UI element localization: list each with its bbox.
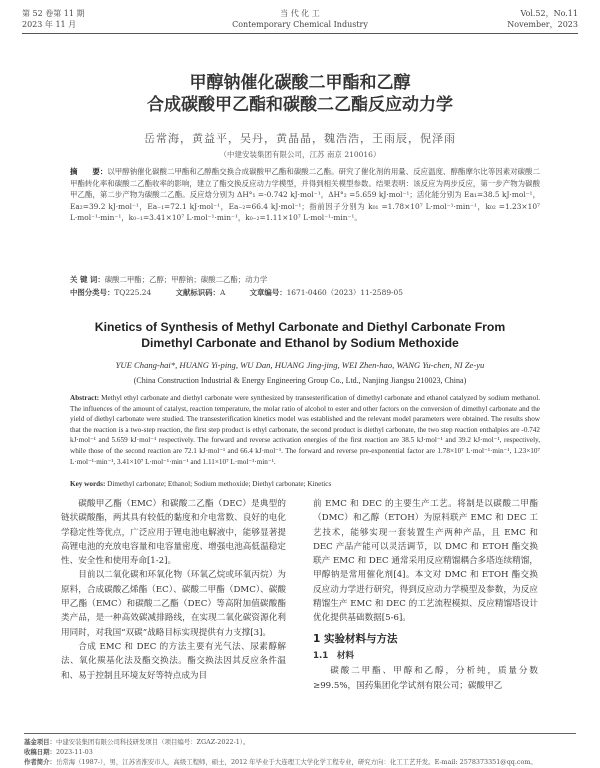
issue-date: 2023 年 11 月 [22,20,77,29]
keywords-zh [70,274,540,285]
abstract-en [70,393,540,467]
doc-value: A [219,288,226,297]
bio-label: 作者简介： [24,758,56,766]
abstract-en-text: Methyl ethyl carbonate and diethyl carbonate were synthesized by transesterification of dimethyl carbonate and ethanol catalyzed by sodium methanol. The influences of the amount of catalyst, reaction temperature, the molar ratio of alcohol to ester and other factors on the conversion of dimethyl carbonate and the yield of diethyl carbonate were studied. The transesterification kinetics model was established and the relevant model parameters were obtained. The results show that the reaction is a two-step reaction, the first step product is ethyl carbonate, the second product is diethyl carbonate, the two step reaction enthalpies are -0.742 kJ·mol⁻¹ and 5.659 kJ·mol⁻¹ respectively. The forward and reverse activation energies of the first reaction are 38.5 kJ·mol⁻¹ and 39.2 kJ·mol⁻¹, respectively, while those of the second reaction are 72.1 kJ·mol⁻¹ and 66.4 kJ·mol⁻¹. The forward and reverse pre-exponential factor are 1.78×10⁷ L·mol⁻¹·min⁻¹, 1.23×10⁷ L·mol⁻¹·min⁻¹, 3.41×10⁷ L·mol⁻¹·min⁻¹ and 1.11×10⁷ L·mol⁻¹·min⁻¹. [70,394,540,466]
affiliation-en: (China Construction Industrial & Energy Engineering Group Co., Ltd., Nanjing Jiangsu 210023, China) [133,376,467,385]
keywords-en-text: Dimethyl carbonate; Ethanol; Sodium methoxide; Diethyl carbonate; Kinetics [105,480,332,488]
header-right [507,8,578,30]
clc-number [70,288,151,297]
title-en-line1: Kinetics of Synthesis of Methyl Carbonate and Diethyl Carbonate From [94,320,506,334]
running-header [22,6,578,34]
volume-issue: 第 52 卷第 11 期 [22,9,85,18]
received-date [24,747,576,757]
section-heading: 1 实验材料与方法 [313,632,398,645]
title-zh [0,72,600,116]
abstract-en-label: Abstract: [70,394,100,402]
abstract-zh-text: 以甲醇钠催化碳酸二甲酯和乙醇酯交换合成碳酸甲乙酯和碳酸二乙酯。研究了催化剂的用量、反应温度、醇酯摩尔比等因素对碳酸二甲酯转化率和碳酸二乙酯收率的影响，建立了酯交换反应动力学模型，并得到相关模型参数。结果表明：该反应为两步反应，第一步产物为碳酸甲乙酯，第二步产物为碳酸二乙酯。反应焓分别为 ΔH°₁ =-0.742 kJ·mol⁻¹，ΔH°₂ =5.659 kJ·mol⁻¹；活化能分别为 Ea₁=38.5 kJ·mol⁻¹，Ea₂=39.2 kJ·mol⁻¹，Ea₋₁=72.1 kJ·mol⁻¹，Ea₋₂=66.4 kJ·mol⁻¹；指前因子分别为 k₀₁ =1.78×10⁷ L·mol⁻¹·min⁻¹，k₀₂ =1.23×10⁷ L·mol⁻¹·min⁻¹，k₀₋₁=3.41×10⁷ L·mol⁻¹·min⁻¹，k₀₋₂=1.11×10⁷ L·mol⁻¹·min⁻¹。 [70,167,540,223]
journal-name-zh: 当 代 化 工 [280,9,320,18]
keywords-zh-label: 关 键 词： [70,275,105,284]
keywords-en [70,479,540,490]
issue-date-en: November，2023 [507,20,578,29]
body-column-left [61,497,286,683]
subsection-heading: 1.1 材料 [313,650,355,661]
affiliation-zh: （中建安装集团有限公司，江苏 南京 210016） [219,150,381,159]
received-text: 2023-11-03 [55,748,93,756]
title-zh-line1: 甲醇钠催化碳酸二甲酯和乙醇 [189,73,411,93]
abstract-zh [70,166,540,224]
keywords-zh-text: 碳酸二甲酯；乙醇；甲醇钠；碳酸二乙酯；动力学 [104,275,268,284]
received-label: 收稿日期： [24,748,56,756]
article-number [250,288,403,297]
funding-text: 中建安装集团有限公司科技研发项目（项目编号：ZGAZ-2022-1）。 [55,738,250,746]
title-en [40,319,560,351]
author-bio [24,757,576,767]
funding-note [24,737,576,747]
funding-label: 基金项目： [24,738,56,746]
abstract-zh-label: 摘 要： [70,167,108,176]
title-zh-line2: 合成碳酸甲乙酯和碳酸二乙酯反应动力学 [147,95,453,115]
paragraph: 碳酸二甲酯、甲醇和乙醇，分析纯，质量分数≥99.5%，国药集团化学试剂有限公司；碳酸甲乙 [313,666,538,691]
keywords-en-label: Key words: [70,480,106,488]
paragraph: 前 EMC 和 DEC 的主要生产工艺。将制是以碳酸二甲酯（DMC）和乙醇（ETOH）为原料联产 EMC 和 DEC 工艺技术，能够实现一套装置生产两种产品，且 EMC 和 DEC 产品产能可以灵活调节，以 DMC 和 ETOH 酯交换联产 EMC 和 DEC 通常采用反应精馏耦合多塔连续精馏，甲醇钠是常用催化剂[4]。本文对 DMC 和 ETOH 酯交换反应动力学进行研究，得到反应动力学模型及参数，为反应精馏生产 EMC 和 DEC 的工艺流程模拟、反应精馏塔设计优化提供基础数据[5-6]。 [313,499,538,624]
journal-name-en: Contemporary Chemical Industry [232,20,368,29]
authors-zh: 岳常海，黄益平，吴丹，黄晶晶，魏浩浩，王雨辰，倪泽雨 [144,132,456,145]
title-en-line2: Dimethyl Carbonate and Ethanol by Sodium Methoxide [141,336,459,350]
classification-line [70,287,540,298]
clc-label: 中图分类号： [70,288,115,297]
article-value: 1671-0460（2023）11-2589-05 [286,288,403,297]
authors-en: YUE Chang-hai*, HUANG Yi-ping, WU Dan, HUANG Jing-jing, WEI Zhen-hao, WANG Yu-chen, NI Ze-yu [115,360,485,370]
body-column-right [313,497,538,693]
paragraph: 碳酸甲乙酯（EMC）和碳酸二乙酯（DEC）是典型的链状碳酸酯，两其具有较低的黏度和介电常数、良好的电化学稳定性等优点，广泛应用于锂电池电解液中，能够显著提高锂电池的充放电容量和电容量密度、增强电池高低温稳定性、安全性和使用寿命[1-2]。 [61,499,286,567]
paragraph: 目前以二氧化碳和环氧化物（环氧乙烷或环氧丙烷）为原料，合成碳酸乙烯酯（EC）、碳酸二甲酯（DMC）、碳酸甲乙酯（EMC）和碳酸二乙酯（DEC）等高附加值碳酸酯类产品，是一种高效碳减排路线，在实现二氧化碳资源化利用同时，对我国“双碳”战略目标实现提供有力支撑[3]。 [61,570,286,638]
doc-label: 文献标识码： [175,288,220,297]
paragraph: 合成 EMC 和 DEC 的方法主要有光气法、尿素醇解法、氧化羰基化法及酯交换法。酯交换法因其反应条件温和、易于控制且环境友好等特点成为目 [61,641,286,681]
clc-value: TQ225.24 [114,288,152,297]
bio-text: 岳常海（1987-），男，江苏省淮安市人，高级工程师，硕士，2012 年毕业于大连理工大学化学工程专业，研究方向：化工工艺开发。E-mail: 2578373351@qq.com。 [55,758,537,766]
footnote [24,733,576,767]
header-center [22,8,578,30]
doc-code [176,288,226,297]
article-label: 文章编号： [249,288,287,297]
volume-issue-en: Vol.52，No.11 [520,9,578,18]
